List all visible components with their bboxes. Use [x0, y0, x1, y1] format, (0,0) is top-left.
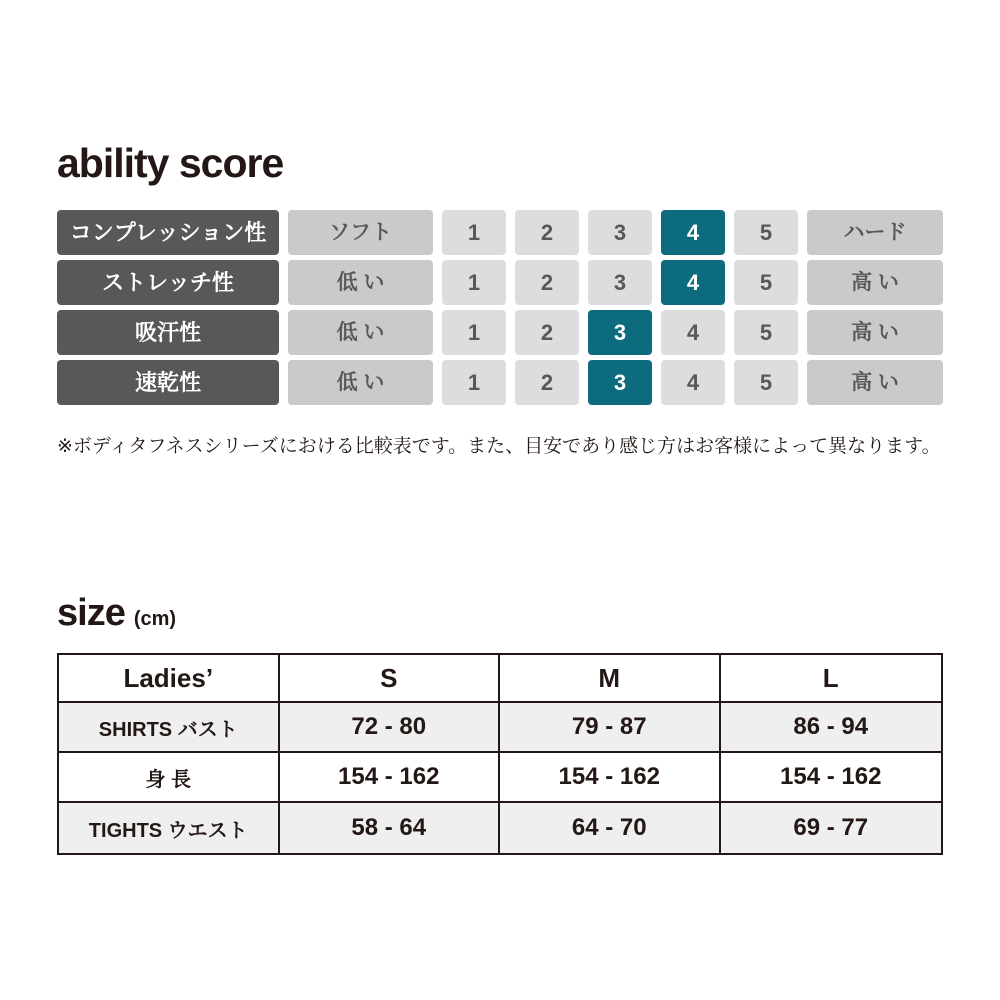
size-row-label: SHIRTS バスト [59, 703, 280, 753]
ability-score-cell: 2 [515, 260, 579, 305]
ability-score-cell: 3 [588, 260, 652, 305]
ability-score-cell: 1 [442, 210, 506, 255]
ability-score-cell: 4 [661, 260, 725, 305]
size-row-label: TIGHTS ウエスト [59, 803, 280, 853]
ability-score-table [57, 210, 943, 405]
size-header-ladies: Ladies’ [59, 655, 280, 703]
ability-high-label: 高 い [807, 260, 943, 305]
ability-row-label: 吸汗性 [57, 310, 279, 355]
ability-score-cell: 4 [661, 210, 725, 255]
ability-row-label: コンプレッション性 [57, 210, 279, 255]
size-value: 69 - 77 [721, 803, 942, 853]
ability-score-cell: 1 [442, 310, 506, 355]
ability-score-cell: 5 [734, 210, 798, 255]
size-value: 72 - 80 [280, 703, 501, 753]
ability-score-cell: 5 [734, 360, 798, 405]
ability-row-label: 速乾性 [57, 360, 279, 405]
ability-score-cell: 1 [442, 360, 506, 405]
ability-high-label: 高 い [807, 360, 943, 405]
size-row-label: 身 長 [59, 753, 280, 803]
size-title-text: size [57, 592, 125, 634]
ability-score-cell: 2 [515, 310, 579, 355]
ability-score-title: ability score [57, 140, 284, 186]
ability-score-cell: 2 [515, 360, 579, 405]
size-value: 154 - 162 [500, 753, 721, 803]
size-value: 64 - 70 [500, 803, 721, 853]
size-value: 79 - 87 [500, 703, 721, 753]
size-chart-table [57, 653, 943, 855]
ability-score-cell: 4 [661, 310, 725, 355]
size-header-m: M [500, 655, 721, 703]
size-header-l: L [721, 655, 942, 703]
size-value: 86 - 94 [721, 703, 942, 753]
ability-row-label: ストレッチ性 [57, 260, 279, 305]
ability-score-cell: 3 [588, 210, 652, 255]
ability-low-label: ソフト [288, 210, 433, 255]
size-unit-label: (cm) [133, 608, 177, 630]
size-value: 154 - 162 [721, 753, 942, 803]
ability-low-label: 低 い [288, 360, 433, 405]
ability-low-label: 低 い [288, 260, 433, 305]
size-header-s: S [280, 655, 501, 703]
ability-score-cell: 5 [734, 260, 798, 305]
size-value: 58 - 64 [280, 803, 501, 853]
ability-high-label: ハード [807, 210, 943, 255]
ability-score-cell: 5 [734, 310, 798, 355]
ability-score-cell: 1 [442, 260, 506, 305]
ability-high-label: 高 い [807, 310, 943, 355]
size-value: 154 - 162 [280, 753, 501, 803]
ability-score-cell: 3 [588, 360, 652, 405]
ability-score-cell: 2 [515, 210, 579, 255]
ability-score-cell: 3 [588, 310, 652, 355]
ability-score-cell: 4 [661, 360, 725, 405]
ability-low-label: 低 い [288, 310, 433, 355]
ability-disclaimer-note: ※ボディタフネスシリーズにおける比較表です。また、目安であり感じ方はお客様によって異なります。 [57, 436, 941, 457]
size-title [57, 592, 176, 635]
